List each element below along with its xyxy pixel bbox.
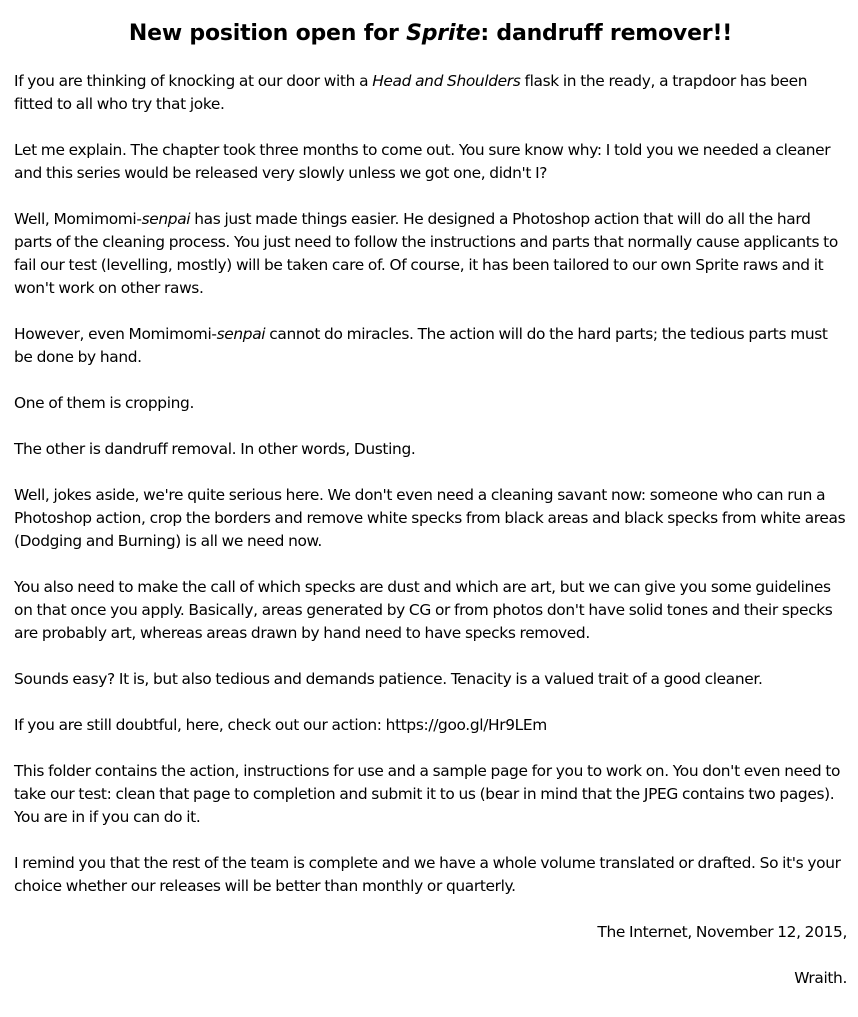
product-name: Head and Shoulders — [372, 72, 521, 90]
paragraph-text: flask in the ready, a trapdoor has been fitted to all who try that joke. — [14, 72, 808, 113]
signature-place-date: The Internet, November 12, 2015, — [597, 923, 847, 941]
paragraph-team-status: I remind you that the rest of the team is complete and we have a whole volume translated or drafted. So it's your choice whether our releases will be better than monthly or quarterly. — [14, 854, 841, 895]
honorific: senpai — [141, 210, 191, 228]
announcement-body — [14, 70, 847, 990]
paragraph-guidelines: You also need to make the call of which specks are dust and which are art, but we can give you some guidelines on that once you apply. Basically, areas generated by CG or from photos don't have solid tones and their specks are probably art, whereas areas drawn by hand need to have specks removed. — [14, 578, 833, 642]
signature-author: Wraith. — [794, 969, 847, 987]
honorific: senpai — [216, 325, 266, 343]
page-title — [14, 0, 847, 55]
paragraph-cropping: One of them is cropping. — [14, 394, 194, 412]
paragraph-folder-contents: This folder contains the action, instructions for use and a sample page for you to work on. You don't even need to take our test: clean that page to completion and submit it to us (bear in mind that the JPEG contains two pages). You are in if you can do it. — [14, 762, 841, 826]
paragraph-tenacity: Sounds easy? It is, but also tedious and demands patience. Tenacity is a valued trait of a good cleaner. — [14, 670, 763, 688]
paragraph-text: cannot do miracles. The action will do the hard parts; the tedious parts must be done by hand. — [14, 325, 828, 366]
paragraph-text: Well, Momimomi- — [14, 210, 142, 228]
paragraph-explanation: Let me explain. The chapter took three months to come out. You sure know why: I told you we needed a cleaner and this series would be released very slowly unless we got one, didn't I? — [14, 141, 831, 182]
paragraph-no-miracles — [14, 323, 847, 369]
paragraph-text: If you are thinking of knocking at our door with a — [14, 72, 373, 90]
paragraph-requirements: Well, jokes aside, we're quite serious here. We don't even need a cleaning savant now: someone who can run a Photoshop action, crop the borders and remove white specks from black areas and black specks from white areas (Dodging and Burning) is all we need now. — [14, 486, 846, 550]
paragraph-action-link: If you are still doubtful, here, check out our action: https://goo.gl/Hr9LEm — [14, 716, 547, 734]
paragraph-photoshop-action — [14, 208, 847, 300]
title-text-end: : dandruff remover!! — [480, 21, 733, 46]
paragraph-dusting: The other is dandruff removal. In other words, Dusting. — [14, 440, 416, 458]
paragraph-text: has just made things easier. He designed a Photoshop action that will do all the hard parts of the cleaning process. You just need to follow the instructions and parts that normally cause applicants to fail our test (levelling, mostly) will be taken care of. Of course, it has been tailored to our own Sprite raws and it won't work on other raws. — [14, 210, 838, 297]
paragraph-trapdoor — [14, 70, 847, 116]
paragraph-text: However, even Momimomi- — [14, 325, 217, 343]
title-series-name: Sprite — [406, 21, 481, 46]
title-text-start: New position open for — [128, 21, 407, 46]
